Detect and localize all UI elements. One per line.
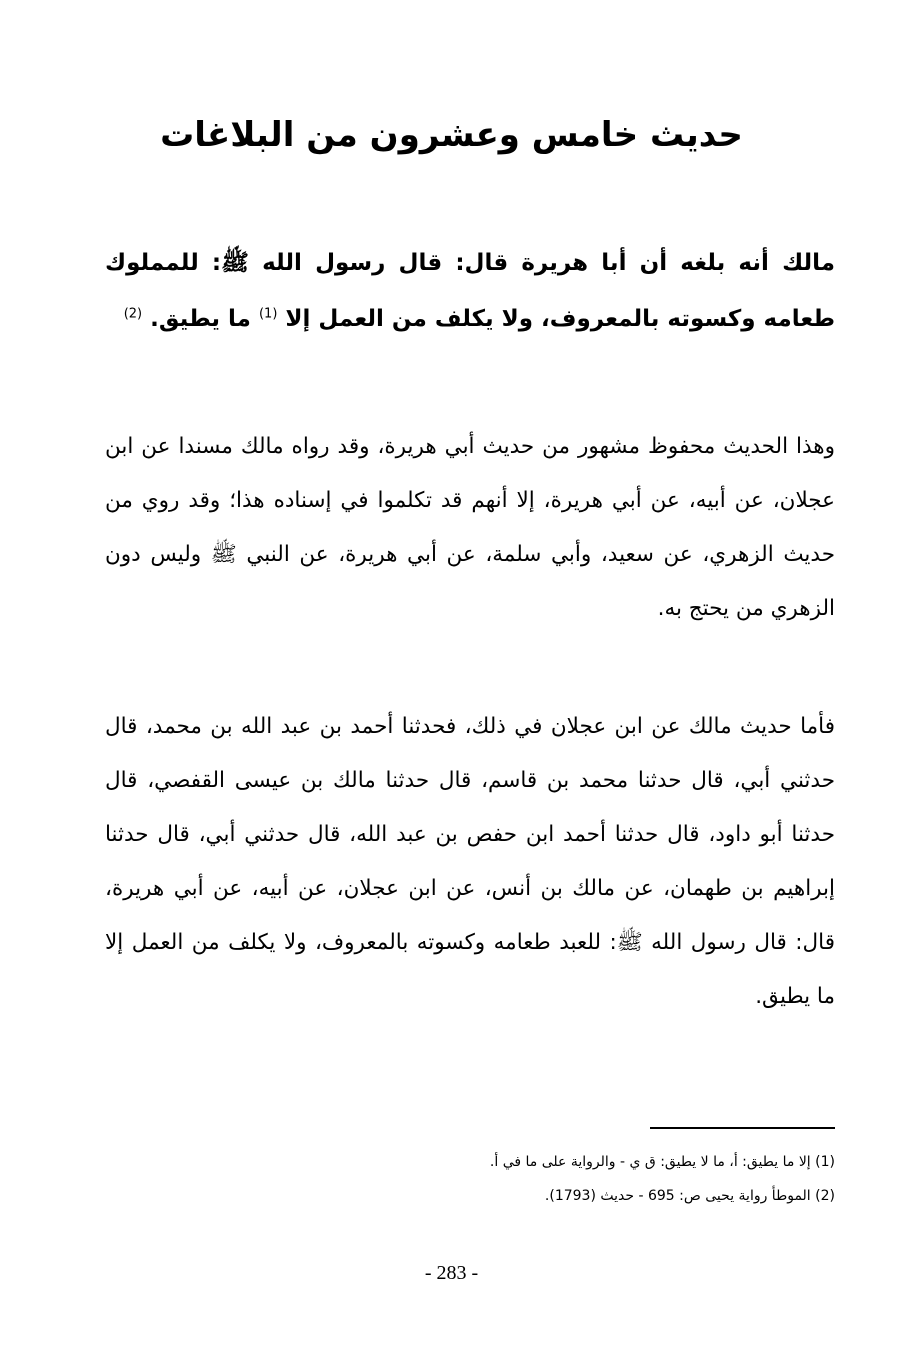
hadith-text xyxy=(105,235,835,347)
footnote-divider xyxy=(650,1127,835,1129)
footnote-2: (2) الموطأ رواية يحيى ص: 695 - حديث (1793). xyxy=(544,1188,835,1204)
hadith-text-part-1: مالك أنه بلغه أن أبا هريرة قال: قال رسول الله ﷺ: للمملوك طعامه وكسوته بالمعروف، ولا يكلف من العمل إلا xyxy=(105,250,835,332)
page-number: - 283 - xyxy=(424,1262,479,1284)
commentary-paragraph-2: فأما حديث مالك عن ابن عجلان في ذلك، فحدثنا أحمد بن عبد الله بن محمد، قال حدثني أبي، قال حدثنا محمد بن قاسم، قال حدثنا مالك بن عيسى القفصي، قال حدثنا أبو داود، قال حدثنا أحمد ابن حفص بن عبد الله، قال حدثني أبي، قال حدثنا إبراهيم بن طهمان، عن مالك بن أنس، عن ابن عجلان، عن أبيه، عن أبي هريرة، قال: قال رسول الله ﷺ: للعبد طعامه وكسوته بالمعروف، ولا يكلف من العمل إلا ما يطيق. xyxy=(105,714,835,1009)
footnotes-list xyxy=(105,1145,835,1213)
commentary-paragraph-1: وهذا الحديث محفوظ مشهور من حديث أبي هريرة، وقد رواه مالك مسندا عن ابن عجلان، عن أبيه، عن أبي هريرة، إلا أنهم قد تكلموا في إسناده هذا؛ وقد روي من حديث الزهري، عن سعيد، وأبي سلمة، عن أبي هريرة، عن النبي ﷺ وليس دون الزهري من يحتج به. xyxy=(105,434,835,621)
footnote-reference-1[interactable]: (1) xyxy=(258,306,278,322)
footnote-1: (1) إلا ما يطيق: أ، ما لا يطيق: ق ي - والرواية على ما في أ. xyxy=(489,1154,835,1170)
chapter-title: حديث خامس وعشرون من البلاغات xyxy=(160,115,743,155)
footnote-reference-2[interactable]: (2) xyxy=(123,306,143,322)
hadith-text-part-2: ما يطيق. xyxy=(150,306,251,332)
